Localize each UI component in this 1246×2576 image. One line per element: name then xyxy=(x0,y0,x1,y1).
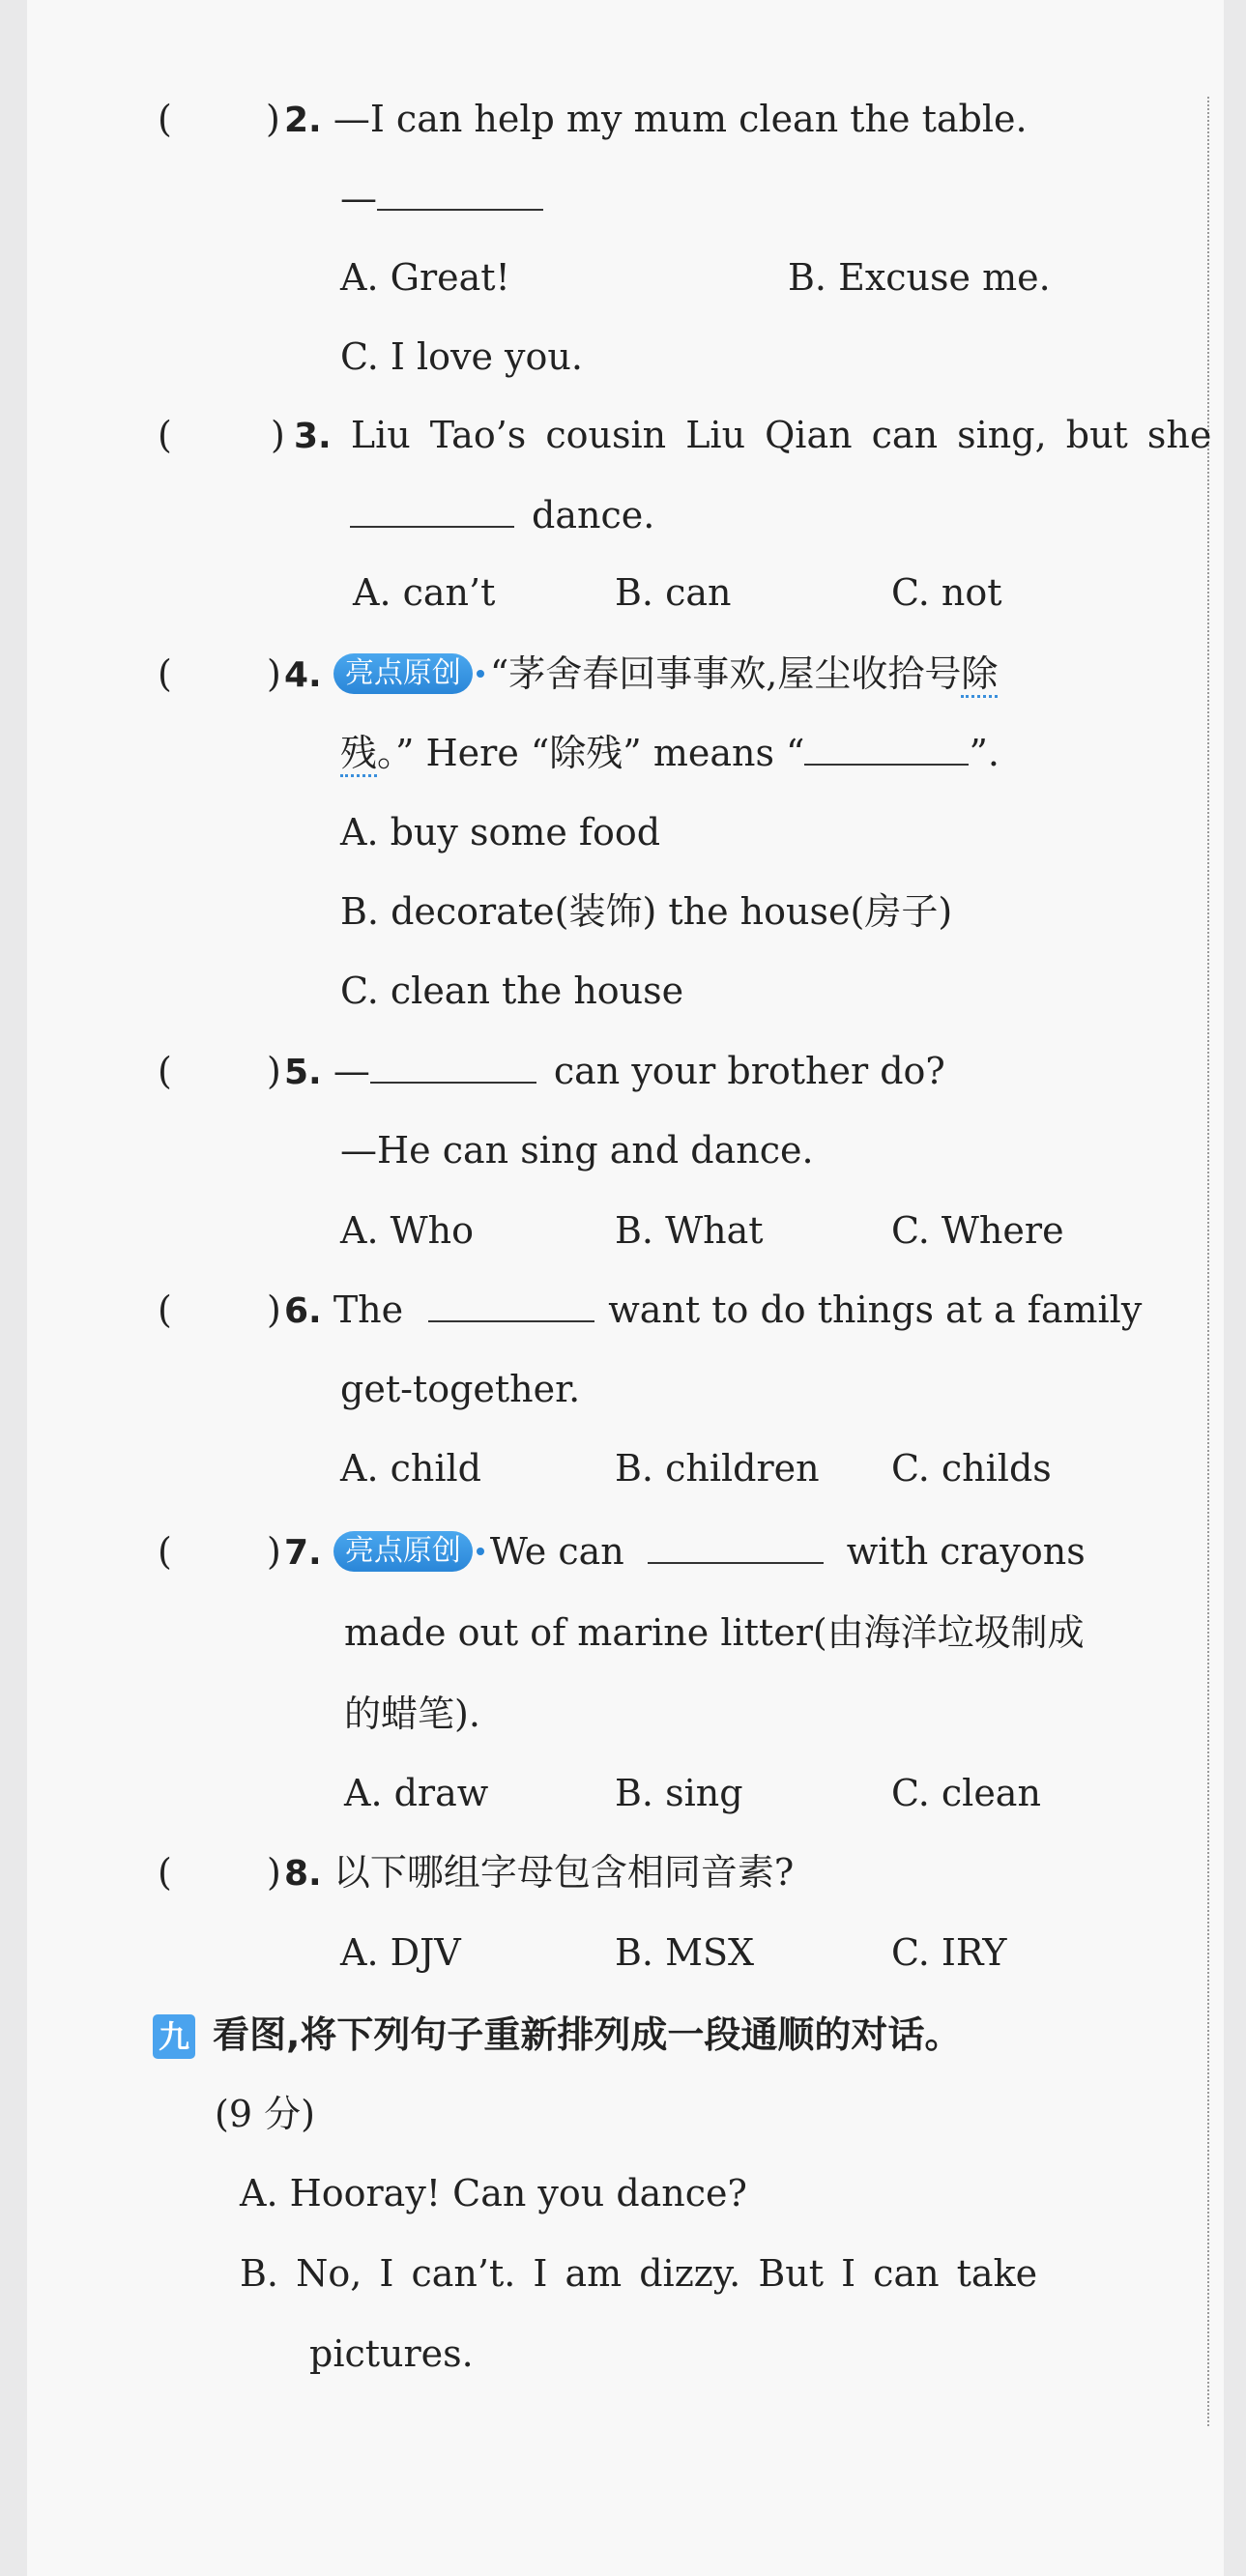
answer-paren-open: ( xyxy=(158,1530,172,1573)
question-6-stem-line2: get-together. xyxy=(340,1368,581,1410)
option-c: C. childs xyxy=(891,1447,1052,1490)
option-c: C. clean the house xyxy=(340,970,684,1012)
answer-paren-open: ( xyxy=(158,414,172,456)
answer-paren-close: ) xyxy=(267,1530,281,1573)
question-7-stem-line3: 的蜡笔). xyxy=(344,1693,480,1735)
question-6-stem xyxy=(284,1286,1142,1336)
option-a: A. child xyxy=(340,1447,481,1490)
stem-text: Liu Tao’s cousin Liu Qian can sing, but she xyxy=(350,414,1212,456)
question-4-stem-line2 xyxy=(340,729,1000,777)
answer-paren-open: ( xyxy=(158,1050,172,1092)
stem-text: “茅舍春回事事欢,屋尘收拾号 xyxy=(489,652,962,695)
original-highlight-badge: 亮点原创 xyxy=(333,1531,473,1572)
question-7-stem-line2: made out of marine litter(由海洋垃圾制成 xyxy=(344,1611,1085,1654)
answer-paren-open: ( xyxy=(158,1851,172,1894)
option-a: A. Great! xyxy=(340,256,510,299)
question-number: 6. xyxy=(284,1291,322,1331)
stem-text: dance. xyxy=(532,494,655,536)
option-b: B. can xyxy=(615,571,732,614)
question-number: 5. xyxy=(284,1053,322,1092)
answer-paren-close: ) xyxy=(267,1851,281,1894)
question-number: 2. xyxy=(284,101,322,140)
stem-text: The xyxy=(333,1288,404,1331)
underlined-char: 残 xyxy=(340,732,377,777)
answer-paren-open: ( xyxy=(158,1288,172,1331)
option-a: A. buy some food xyxy=(340,811,661,854)
dialogue-item-b-line2: pictures. xyxy=(309,2332,474,2375)
option-c: C. IRY xyxy=(891,1931,1007,1974)
question-4-stem xyxy=(284,650,998,700)
question-2-response xyxy=(340,174,543,222)
option-c: C. I love you. xyxy=(340,335,583,378)
answer-blank[interactable] xyxy=(370,1047,536,1084)
question-2-stem xyxy=(284,95,1028,145)
question-3-stem-line2 xyxy=(350,491,654,539)
dialogue-item-a: A. Hooray! Can you dance? xyxy=(240,2172,747,2214)
answer-paren-close: ) xyxy=(266,98,280,140)
question-number: 8. xyxy=(284,1854,322,1894)
answer-paren-open: ( xyxy=(158,98,172,140)
answer-blank[interactable] xyxy=(428,1286,594,1322)
question-5-stem xyxy=(284,1047,945,1097)
stem-text: We can xyxy=(489,1530,624,1573)
stem-text: can your brother do? xyxy=(553,1050,945,1092)
answer-paren-close: ) xyxy=(267,652,281,695)
question-number: 4. xyxy=(284,655,322,695)
option-b: B. Excuse me. xyxy=(788,256,1051,299)
question-3-stem xyxy=(294,411,1211,461)
underlined-char: 除 xyxy=(961,652,998,698)
stem-text: 以下哪组字母包含相同音素? xyxy=(333,1851,795,1894)
answer-blank[interactable] xyxy=(804,729,969,766)
section-score: (9 分) xyxy=(215,2093,315,2135)
section-heading xyxy=(153,2011,961,2059)
answer-paren-close: ) xyxy=(267,1288,281,1331)
question-number: 7. xyxy=(284,1533,322,1573)
answer-blank[interactable] xyxy=(648,1527,824,1564)
option-c: C. not xyxy=(891,571,1002,614)
answer-paren-close: ) xyxy=(271,414,285,456)
dash: — xyxy=(340,177,377,219)
question-7-stem xyxy=(284,1527,1086,1577)
option-b: B. MSX xyxy=(615,1931,755,1974)
answer-blank[interactable] xyxy=(350,491,514,528)
option-a: A. Who xyxy=(340,1209,475,1252)
original-highlight-badge: 亮点原创 xyxy=(333,653,473,694)
answer-paren-open: ( xyxy=(158,652,172,695)
option-c: C. clean xyxy=(891,1772,1041,1814)
answer-paren-close: ) xyxy=(267,1050,281,1092)
stem-text: —I can help my mum clean the table. xyxy=(333,98,1028,140)
stem-text: want to do things at a family xyxy=(608,1288,1143,1331)
option-b: B. decorate(装饰) the house(房子) xyxy=(340,890,953,933)
question-number: 3. xyxy=(294,417,332,456)
option-b: B. What xyxy=(615,1209,764,1252)
option-a: A. DJV xyxy=(340,1931,461,1974)
dialogue-item-b: B. No, I can’t. I am dizzy. But I can take xyxy=(240,2252,1038,2295)
stem-text: ”. xyxy=(969,732,1000,774)
question-5-response: —He can sing and dance. xyxy=(340,1129,814,1172)
option-a: A. can’t xyxy=(353,571,496,614)
option-b: B. children xyxy=(615,1447,820,1490)
option-a: A. draw xyxy=(344,1772,489,1814)
option-b: B. sing xyxy=(615,1772,743,1814)
answer-blank[interactable] xyxy=(377,174,543,211)
question-8-stem xyxy=(284,1848,794,1898)
section-title: 看图,将下列句子重新排列成一段通顺的对话。 xyxy=(213,2013,962,2056)
stem-text: with crayons xyxy=(846,1530,1086,1573)
option-c: C. Where xyxy=(891,1209,1064,1252)
section-number-badge: 九 xyxy=(153,2014,195,2059)
stem-text: 。” Here “除残” means “ xyxy=(377,732,805,774)
dash: — xyxy=(333,1050,370,1092)
